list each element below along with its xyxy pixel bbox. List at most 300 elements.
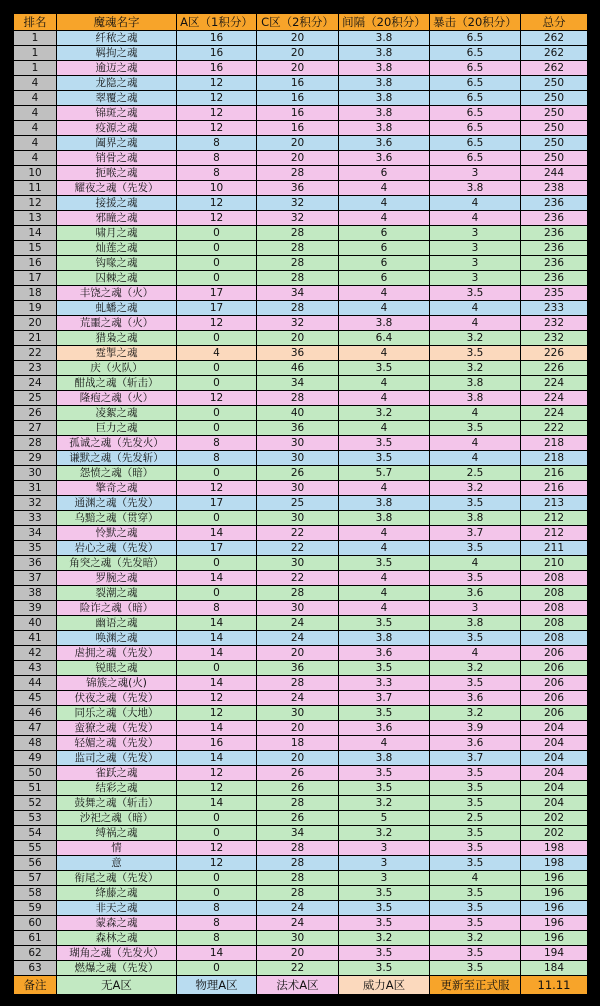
a-zone-cell: 12 xyxy=(177,106,257,121)
total-cell: 212 xyxy=(521,526,588,541)
name-cell: 乌黯之魂（贯穿） xyxy=(57,511,177,526)
crit-cell: 3.5 xyxy=(430,571,521,586)
a-zone-cell: 14 xyxy=(177,796,257,811)
table-row xyxy=(14,736,588,751)
a-zone-cell: 8 xyxy=(177,151,257,166)
total-cell: 211 xyxy=(521,541,588,556)
interval-cell: 5 xyxy=(339,811,430,826)
interval-cell: 3.6 xyxy=(339,136,430,151)
c-zone-cell: 20 xyxy=(257,721,339,736)
crit-cell: 3.5 xyxy=(430,961,521,976)
rank-cell: 49 xyxy=(14,751,57,766)
c-zone-cell: 26 xyxy=(257,781,339,796)
a-zone-cell: 12 xyxy=(177,76,257,91)
rank-cell: 19 xyxy=(14,301,57,316)
a-zone-cell: 16 xyxy=(177,46,257,61)
interval-cell: 4 xyxy=(339,181,430,196)
rank-cell: 38 xyxy=(14,586,57,601)
rank-cell: 48 xyxy=(14,736,57,751)
interval-cell: 4 xyxy=(339,526,430,541)
a-zone-cell: 17 xyxy=(177,286,257,301)
c-zone-cell: 24 xyxy=(257,631,339,646)
rank-cell: 54 xyxy=(14,826,57,841)
crit-cell: 3.5 xyxy=(430,676,521,691)
rank-cell: 51 xyxy=(14,781,57,796)
total-cell: 204 xyxy=(521,751,588,766)
interval-cell: 3.5 xyxy=(339,946,430,961)
rank-cell: 56 xyxy=(14,856,57,871)
a-zone-cell: 0 xyxy=(177,376,257,391)
rank-cell: 11 xyxy=(14,181,57,196)
table-row xyxy=(14,691,588,706)
interval-cell: 3.8 xyxy=(339,496,430,511)
name-cell: 森林之魂 xyxy=(57,931,177,946)
crit-cell: 3.5 xyxy=(430,421,521,436)
interval-cell: 3.5 xyxy=(339,616,430,631)
crit-cell: 3.5 xyxy=(430,766,521,781)
rank-cell: 1 xyxy=(14,31,57,46)
name-cell: 逾迈之魂 xyxy=(57,61,177,76)
name-cell: 翠覆之魂 xyxy=(57,91,177,106)
c-zone-cell: 24 xyxy=(257,691,339,706)
name-cell: 邪瞳之魂 xyxy=(57,211,177,226)
crit-cell: 3 xyxy=(430,241,521,256)
a-zone-cell: 0 xyxy=(177,226,257,241)
interval-cell: 3.6 xyxy=(339,646,430,661)
crit-cell: 4 xyxy=(430,436,521,451)
crit-cell: 3.5 xyxy=(430,796,521,811)
total-cell: 196 xyxy=(521,886,588,901)
footer-row xyxy=(14,976,588,995)
interval-cell: 3.5 xyxy=(339,886,430,901)
interval-cell: 4 xyxy=(339,286,430,301)
total-cell: 250 xyxy=(521,106,588,121)
name-cell: 通渊之魂（先发） xyxy=(57,496,177,511)
rank-cell: 20 xyxy=(14,316,57,331)
c-zone-cell: 28 xyxy=(257,871,339,886)
name-cell: 非天之魂 xyxy=(57,901,177,916)
name-cell: 岩心之魂（先发） xyxy=(57,541,177,556)
total-cell: 206 xyxy=(521,646,588,661)
a-zone-cell: 12 xyxy=(177,316,257,331)
rank-cell: 21 xyxy=(14,331,57,346)
table-row xyxy=(14,136,588,151)
table-row xyxy=(14,931,588,946)
table-row xyxy=(14,76,588,91)
a-zone-cell: 10 xyxy=(177,181,257,196)
crit-cell: 3.5 xyxy=(430,631,521,646)
c-zone-cell: 18 xyxy=(257,736,339,751)
total-cell: 238 xyxy=(521,181,588,196)
c-zone-cell: 20 xyxy=(257,751,339,766)
table-row xyxy=(14,106,588,121)
total-cell: 184 xyxy=(521,961,588,976)
interval-cell: 3.8 xyxy=(339,751,430,766)
name-cell: 结彩之魂 xyxy=(57,781,177,796)
a-zone-cell: 12 xyxy=(177,211,257,226)
c-zone-cell: 30 xyxy=(257,436,339,451)
interval-cell: 6 xyxy=(339,271,430,286)
interval-cell: 4 xyxy=(339,601,430,616)
total-cell: 235 xyxy=(521,286,588,301)
rank-cell: 16 xyxy=(14,256,57,271)
crit-cell: 6.5 xyxy=(430,61,521,76)
name-cell: 荒噩之魂（火） xyxy=(57,316,177,331)
total-cell: 208 xyxy=(521,601,588,616)
total-cell: 250 xyxy=(521,121,588,136)
rank-cell: 43 xyxy=(14,661,57,676)
a-zone-cell: 0 xyxy=(177,871,257,886)
a-zone-cell: 12 xyxy=(177,91,257,106)
name-cell: 幽语之魂 xyxy=(57,616,177,631)
name-cell: 雀跃之魂 xyxy=(57,766,177,781)
interval-cell: 5.7 xyxy=(339,466,430,481)
total-cell: 196 xyxy=(521,871,588,886)
table-row xyxy=(14,811,588,826)
crit-cell: 3.5 xyxy=(430,886,521,901)
crit-cell: 3.8 xyxy=(430,376,521,391)
interval-cell: 3.2 xyxy=(339,931,430,946)
rank-cell: 44 xyxy=(14,676,57,691)
interval-cell: 6 xyxy=(339,166,430,181)
table-row xyxy=(14,526,588,541)
name-cell: 巨力之魂 xyxy=(57,421,177,436)
total-cell: 210 xyxy=(521,556,588,571)
name-cell: 罗腕之魂 xyxy=(57,571,177,586)
table-row xyxy=(14,196,588,211)
a-zone-cell: 14 xyxy=(177,526,257,541)
a-zone-cell: 12 xyxy=(177,841,257,856)
rank-cell: 35 xyxy=(14,541,57,556)
legend-no-a-zone: 无A区 xyxy=(57,976,177,995)
a-zone-cell: 12 xyxy=(177,481,257,496)
c-zone-cell: 24 xyxy=(257,916,339,931)
c-zone-cell: 32 xyxy=(257,211,339,226)
crit-cell: 3.2 xyxy=(430,361,521,376)
crit-cell: 3.8 xyxy=(430,181,521,196)
interval-cell: 4 xyxy=(339,541,430,556)
c-zone-cell: 28 xyxy=(257,586,339,601)
total-cell: 208 xyxy=(521,571,588,586)
rank-cell: 14 xyxy=(14,226,57,241)
interval-cell: 4 xyxy=(339,421,430,436)
rank-cell: 30 xyxy=(14,466,57,481)
interval-cell: 3 xyxy=(339,871,430,886)
crit-cell: 3 xyxy=(430,256,521,271)
table-row xyxy=(14,496,588,511)
c-zone-cell: 36 xyxy=(257,421,339,436)
a-zone-cell: 8 xyxy=(177,901,257,916)
total-cell: 250 xyxy=(521,76,588,91)
rank-cell: 13 xyxy=(14,211,57,226)
c-zone-cell: 20 xyxy=(257,646,339,661)
a-zone-cell: 12 xyxy=(177,781,257,796)
a-zone-cell: 0 xyxy=(177,361,257,376)
c-zone-cell: 34 xyxy=(257,286,339,301)
table-row xyxy=(14,151,588,166)
rank-cell: 39 xyxy=(14,601,57,616)
name-cell: 衔尾之魂（先发） xyxy=(57,871,177,886)
name-cell: 角突之魂（先发暗） xyxy=(57,556,177,571)
crit-cell: 3.9 xyxy=(430,721,521,736)
footer-label: 备注 xyxy=(14,976,57,995)
a-zone-cell: 14 xyxy=(177,751,257,766)
table-row xyxy=(14,796,588,811)
c-zone-cell: 28 xyxy=(257,271,339,286)
total-cell: 226 xyxy=(521,361,588,376)
crit-cell: 4 xyxy=(430,871,521,886)
total-cell: 262 xyxy=(521,46,588,61)
c-zone-cell: 20 xyxy=(257,31,339,46)
a-zone-cell: 0 xyxy=(177,586,257,601)
table-row xyxy=(14,916,588,931)
table-row xyxy=(14,901,588,916)
a-zone-cell: 12 xyxy=(177,196,257,211)
table-row xyxy=(14,436,588,451)
total-cell: 208 xyxy=(521,631,588,646)
total-cell: 206 xyxy=(521,676,588,691)
interval-cell: 4 xyxy=(339,376,430,391)
c-zone-cell: 46 xyxy=(257,361,339,376)
name-cell: 擎奇之魂 xyxy=(57,481,177,496)
total-cell: 204 xyxy=(521,781,588,796)
table-row xyxy=(14,586,588,601)
name-cell: 虬蟠之魂 xyxy=(57,301,177,316)
crit-cell: 3 xyxy=(430,271,521,286)
ranking-table-container xyxy=(13,13,587,995)
rank-cell: 4 xyxy=(14,121,57,136)
c-zone-cell: 30 xyxy=(257,451,339,466)
table-row xyxy=(14,481,588,496)
interval-cell: 3.6 xyxy=(339,151,430,166)
name-cell: 监司之魂（先发） xyxy=(57,751,177,766)
name-cell: 意 xyxy=(57,856,177,871)
legend-physical-a-zone: 物理A区 xyxy=(177,976,257,995)
table-row xyxy=(14,706,588,721)
crit-cell: 3.6 xyxy=(430,736,521,751)
name-cell: 接援之魂 xyxy=(57,196,177,211)
rank-cell: 63 xyxy=(14,961,57,976)
interval-cell: 4 xyxy=(339,481,430,496)
name-cell: 险诈之魂（暗） xyxy=(57,601,177,616)
a-zone-cell: 8 xyxy=(177,166,257,181)
interval-cell: 4 xyxy=(339,211,430,226)
name-cell: 囚棘之魂 xyxy=(57,271,177,286)
a-zone-cell: 0 xyxy=(177,511,257,526)
rank-cell: 10 xyxy=(14,166,57,181)
total-cell: 226 xyxy=(521,346,588,361)
table-row xyxy=(14,181,588,196)
table-row xyxy=(14,451,588,466)
c-zone-cell: 20 xyxy=(257,946,339,961)
c-zone-cell: 20 xyxy=(257,61,339,76)
interval-cell: 3.7 xyxy=(339,691,430,706)
rank-cell: 33 xyxy=(14,511,57,526)
interval-cell: 3.5 xyxy=(339,706,430,721)
table-row xyxy=(14,616,588,631)
c-zone-cell: 28 xyxy=(257,166,339,181)
crit-cell: 3.5 xyxy=(430,781,521,796)
total-cell: 204 xyxy=(521,766,588,781)
rank-cell: 23 xyxy=(14,361,57,376)
interval-cell: 3.8 xyxy=(339,511,430,526)
name-cell: 锦簇之魂(火) xyxy=(57,676,177,691)
table-row xyxy=(14,166,588,181)
table-row xyxy=(14,826,588,841)
interval-cell: 3.5 xyxy=(339,766,430,781)
rank-cell: 46 xyxy=(14,706,57,721)
table-row xyxy=(14,316,588,331)
rank-cell: 18 xyxy=(14,286,57,301)
c-zone-cell: 28 xyxy=(257,256,339,271)
table-row xyxy=(14,421,588,436)
table-row xyxy=(14,961,588,976)
name-cell: 孤诚之魂（先发火） xyxy=(57,436,177,451)
crit-cell: 6.5 xyxy=(430,31,521,46)
crit-cell: 3.5 xyxy=(430,346,521,361)
crit-cell: 3.5 xyxy=(430,841,521,856)
total-cell: 250 xyxy=(521,136,588,151)
interval-cell: 3.8 xyxy=(339,76,430,91)
table-row xyxy=(14,121,588,136)
name-cell: 疫源之魂 xyxy=(57,121,177,136)
crit-cell: 3.2 xyxy=(430,706,521,721)
crit-cell: 4 xyxy=(430,556,521,571)
c-zone-cell: 16 xyxy=(257,106,339,121)
interval-cell: 3.5 xyxy=(339,436,430,451)
table-row xyxy=(14,346,588,361)
a-zone-cell: 0 xyxy=(177,241,257,256)
table-row xyxy=(14,841,588,856)
rank-cell: 17 xyxy=(14,271,57,286)
c-zone-cell: 30 xyxy=(257,706,339,721)
crit-cell: 6.5 xyxy=(430,151,521,166)
a-zone-cell: 8 xyxy=(177,601,257,616)
c-zone-cell: 26 xyxy=(257,811,339,826)
interval-cell: 6 xyxy=(339,241,430,256)
c-zone-cell: 34 xyxy=(257,376,339,391)
name-cell: 耀夜之魂（先发） xyxy=(57,181,177,196)
interval-cell: 3.5 xyxy=(339,961,430,976)
name-cell: 啸月之魂 xyxy=(57,226,177,241)
crit-cell: 3.5 xyxy=(430,286,521,301)
rank-cell: 59 xyxy=(14,901,57,916)
total-cell: 198 xyxy=(521,856,588,871)
c-zone-cell: 28 xyxy=(257,796,339,811)
name-cell: 绛藤之魂 xyxy=(57,886,177,901)
crit-cell: 3.8 xyxy=(430,391,521,406)
crit-cell: 3.8 xyxy=(430,616,521,631)
table-row xyxy=(14,241,588,256)
header-rank: 排名 xyxy=(14,14,57,31)
total-cell: 218 xyxy=(521,436,588,451)
total-cell: 262 xyxy=(521,61,588,76)
update-date: 11.11 xyxy=(521,976,588,995)
a-zone-cell: 12 xyxy=(177,706,257,721)
rank-cell: 31 xyxy=(14,481,57,496)
crit-cell: 6.5 xyxy=(430,46,521,61)
interval-cell: 3.8 xyxy=(339,46,430,61)
c-zone-cell: 28 xyxy=(257,391,339,406)
c-zone-cell: 28 xyxy=(257,841,339,856)
interval-cell: 3.8 xyxy=(339,631,430,646)
soul-ranking-table xyxy=(13,13,588,995)
rank-cell: 24 xyxy=(14,376,57,391)
c-zone-cell: 36 xyxy=(257,181,339,196)
a-zone-cell: 0 xyxy=(177,556,257,571)
interval-cell: 3.5 xyxy=(339,901,430,916)
total-cell: 236 xyxy=(521,271,588,286)
total-cell: 250 xyxy=(521,91,588,106)
crit-cell: 3.2 xyxy=(430,931,521,946)
crit-cell: 3.8 xyxy=(430,511,521,526)
total-cell: 206 xyxy=(521,661,588,676)
name-cell: 怜默之魂 xyxy=(57,526,177,541)
table-row xyxy=(14,376,588,391)
table-row xyxy=(14,871,588,886)
header-name: 魔魂名字 xyxy=(57,14,177,31)
crit-cell: 3.5 xyxy=(430,856,521,871)
crit-cell: 2.5 xyxy=(430,466,521,481)
interval-cell: 4 xyxy=(339,301,430,316)
rank-cell: 12 xyxy=(14,196,57,211)
crit-cell: 6.5 xyxy=(430,136,521,151)
crit-cell: 3.5 xyxy=(430,541,521,556)
a-zone-cell: 0 xyxy=(177,406,257,421)
c-zone-cell: 26 xyxy=(257,466,339,481)
table-row xyxy=(14,61,588,76)
total-cell: 206 xyxy=(521,706,588,721)
name-cell: 唤渊之魂 xyxy=(57,631,177,646)
table-row xyxy=(14,781,588,796)
c-zone-cell: 22 xyxy=(257,541,339,556)
a-zone-cell: 0 xyxy=(177,811,257,826)
a-zone-cell: 16 xyxy=(177,736,257,751)
rank-cell: 26 xyxy=(14,406,57,421)
interval-cell: 3.2 xyxy=(339,826,430,841)
table-row xyxy=(14,856,588,871)
interval-cell: 4 xyxy=(339,391,430,406)
header-c-zone: C区（2积分） xyxy=(257,14,339,31)
table-row xyxy=(14,601,588,616)
c-zone-cell: 36 xyxy=(257,346,339,361)
c-zone-cell: 16 xyxy=(257,91,339,106)
total-cell: 250 xyxy=(521,151,588,166)
total-cell: 212 xyxy=(521,511,588,526)
total-cell: 198 xyxy=(521,841,588,856)
a-zone-cell: 14 xyxy=(177,616,257,631)
a-zone-cell: 8 xyxy=(177,931,257,946)
a-zone-cell: 8 xyxy=(177,436,257,451)
a-zone-cell: 14 xyxy=(177,946,257,961)
total-cell: 232 xyxy=(521,331,588,346)
table-row xyxy=(14,331,588,346)
crit-cell: 3.6 xyxy=(430,586,521,601)
rank-cell: 47 xyxy=(14,721,57,736)
name-cell: 裂潮之魂 xyxy=(57,586,177,601)
table-row xyxy=(14,466,588,481)
c-zone-cell: 34 xyxy=(257,826,339,841)
name-cell: 锦斑之魂 xyxy=(57,106,177,121)
total-cell: 236 xyxy=(521,256,588,271)
crit-cell: 6.5 xyxy=(430,76,521,91)
table-row xyxy=(14,631,588,646)
a-zone-cell: 14 xyxy=(177,721,257,736)
rank-cell: 1 xyxy=(14,46,57,61)
name-cell: 扼喉之魂 xyxy=(57,166,177,181)
interval-cell: 4 xyxy=(339,196,430,211)
a-zone-cell: 8 xyxy=(177,451,257,466)
